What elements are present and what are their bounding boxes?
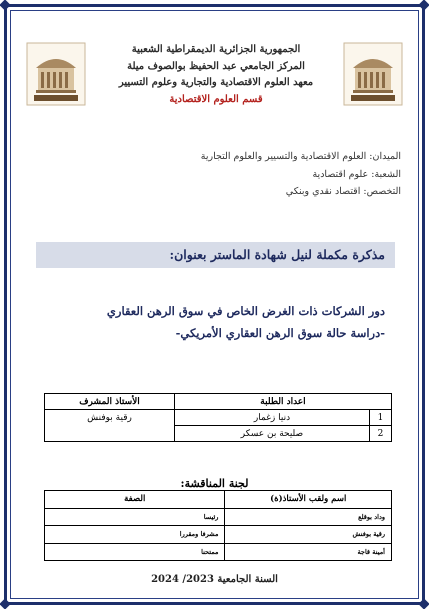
students-table [44, 393, 392, 442]
thesis-title [40, 300, 385, 344]
thesis-title-line2: -دراسة حالة سوق الرهن العقاري الأمريكي- [175, 326, 385, 340]
memoir-banner [36, 242, 395, 268]
department-name: قسم العلوم الاقتصادية [169, 93, 263, 105]
table-row [45, 508, 392, 526]
university-logo-left-icon [26, 42, 86, 106]
committee-table [44, 490, 392, 561]
study-fields [201, 148, 401, 201]
table-header-row [45, 491, 392, 509]
student-number: 2 [370, 426, 392, 442]
committee-title-text: لجنة المناقشة: [180, 477, 249, 490]
academic-year [0, 567, 429, 586]
academic-year-text: السنة الجامعية 2023/ 2024 [151, 574, 278, 585]
committee-member-role: ممتحنا [45, 543, 225, 561]
republic-name: الجمهورية الجزائرية الديمقراطية الشعبية [131, 44, 301, 55]
committee-member-name: رقية بوفنش [225, 526, 392, 544]
student-number: 1 [370, 410, 392, 426]
committee-member-name: وداد بوقلع [225, 508, 392, 526]
thesis-title-line1: دور الشركات ذات الغرض الخاص في سوق الرهن العقاري [106, 304, 385, 318]
table-header-row [45, 394, 392, 410]
supervisor-header: الأستاذ المشرف [45, 394, 175, 410]
table-row [45, 410, 392, 426]
table-row [45, 543, 392, 561]
committee-role-header: الصفة [45, 491, 225, 509]
committee-title [0, 472, 429, 491]
university-logo-right-icon [343, 42, 403, 106]
field-branch: الشعبة: علوم اقتصادية [312, 168, 401, 180]
committee-name-header: اسم ولقب الأستاذ(ة) [225, 491, 392, 509]
table-row [45, 526, 392, 544]
committee-member-role: رئيسا [45, 508, 225, 526]
committee-member-name: أمينة قاجة [225, 543, 392, 561]
university-center-name: المركز الجامعي عبد الحفيظ بوالصوف ميلة [127, 60, 305, 72]
institution-header [96, 42, 336, 108]
students-header: اعداد الطلبة [175, 394, 392, 410]
field-domain: الميدان: العلوم الاقتصادية والتسيير والعلوم التجارية [200, 151, 401, 162]
supervisor-name: رقية بوفنش [45, 410, 175, 442]
committee-member-role: مشرفا ومقررا [45, 526, 225, 544]
memoir-label: مذكرة مكملة لنيل شهادة الماستر بعنوان: [169, 247, 385, 262]
institute-name: معهد العلوم الاقتصادية والتجارية وعلوم التسيير [118, 77, 314, 88]
field-specialty: التخصص: اقتصاد نقدي وبنكي [285, 186, 401, 197]
student-name: صليحة بن عسكر [175, 426, 370, 442]
student-name: دنيا زغمار [175, 410, 370, 426]
